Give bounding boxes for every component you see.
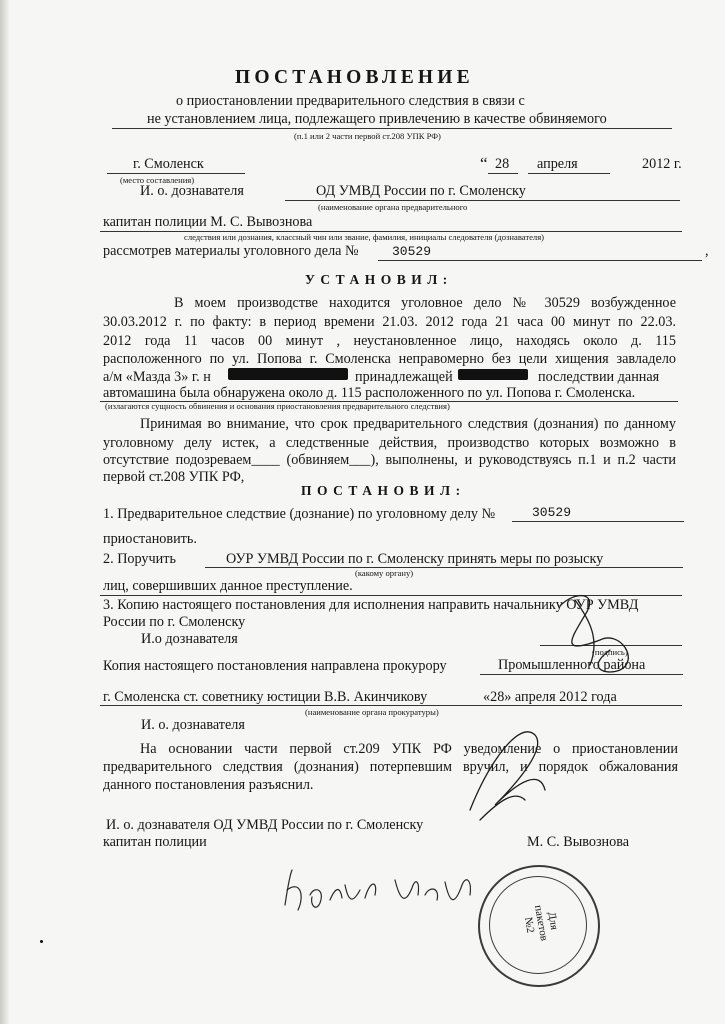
item2-organ: ОУР УМВД России по г. Смоленску принять меры по розыску — [226, 551, 604, 567]
subtitle-note: (п.1 или 2 части первой ст.208 УПК РФ) — [294, 131, 441, 141]
case-intro: рассмотрев материалы уголовного дела № — [103, 243, 359, 259]
established-line5b: принадлежащей — [355, 369, 453, 385]
organ-note: (наименование органа предварительного — [318, 202, 468, 212]
considering-line4: первой ст.208 УПК РФ, — [103, 469, 245, 485]
place-note: (место составления) — [120, 175, 195, 185]
subtitle-line2: не установлением лица, подлежащего привлечению в качестве обвиняемого — [147, 111, 607, 127]
signature-1 — [560, 596, 628, 672]
organ-name: ОД УМВД России по г. Смоленску — [316, 183, 526, 199]
prosecutor-note: (наименование органа прокуратуры) — [305, 707, 439, 717]
item2-note: (какому органу) — [355, 568, 414, 578]
footer-line1: И. о. дознавателя ОД УМВД России по г. Смоленску — [106, 817, 424, 833]
copy-text: Копия настоящего постановления направлена прокурору — [103, 658, 447, 674]
signature-note: (подпись) — [592, 647, 628, 657]
document-title: ПОСТАНОВЛЕНИЕ — [235, 67, 474, 88]
stamp-text: Для пакетов №2 — [521, 904, 561, 942]
round-stamp — [478, 865, 600, 987]
case-number: 30529 — [392, 244, 432, 259]
place: г. Смоленск — [133, 156, 204, 172]
considering-line1: Принимая во внимание, что срок предварительного следствия (дознания) по данному — [140, 416, 676, 432]
established-line4: расположенного по ул. Попова г. Смоленска неправомерно без цели хищения завладело — [103, 351, 676, 367]
date-quote: “ — [480, 154, 488, 173]
item2-label: 2. Поручить — [103, 551, 176, 567]
established-heading: УСТАНОВИЛ: — [305, 272, 453, 287]
date-year: 2012 г. — [642, 156, 682, 172]
copy-line2: г. Смоленска ст. советнику юстиции В.В. Акинчикову — [103, 689, 428, 705]
established-line3: 2012 года 11 часов 00 минут , неустановленное лицо, находясь около д. 115 — [103, 333, 676, 349]
considering-line2: уголовному делу истек, а следственные действия, производство которых возможно в — [103, 435, 676, 451]
date-month: апреля — [537, 156, 578, 172]
item1-continuation: приостановить. — [103, 531, 197, 547]
established-line5c: последствии данная — [538, 369, 660, 385]
date-day: 28 — [495, 156, 510, 172]
officer-name: капитан полиции М. С. Вывознова — [103, 214, 313, 230]
established-line5a: а/м «Мазда 3» г. н — [103, 369, 211, 385]
item2-continuation: лиц, совершивших данное преступление. — [103, 578, 353, 594]
subtitle-line1: о приостановлении предварительного следствия в связи с — [176, 93, 525, 109]
scan-dot — [40, 940, 43, 943]
established-line1: В моем производстве находится уголовное дело № 30529 возбужденное — [174, 295, 676, 311]
item1-text: 1. Предварительное следствие (дознание) по уголовному делу № — [103, 506, 496, 522]
established-line2: 30.03.2012 г. по факту: в период времени 21.03. 2012 года 21 часа 00 минут по 22.03. — [103, 314, 676, 330]
notice-line3: данного постановления разъяснил. — [103, 777, 314, 793]
copy-district: Промышленного района — [498, 657, 646, 673]
role-again: И. о. дознавателя — [141, 717, 245, 733]
copy-date: «28» апреля 2012 года — [483, 689, 617, 705]
footer-line2: капитан полиции — [103, 834, 207, 850]
item3-line2: России по г. Смоленску — [103, 614, 246, 630]
handwritten-copy-note — [285, 870, 470, 910]
established-note: (излагаются сущность обвинения и основания приостановления предварительного следствия) — [105, 401, 450, 411]
resolved-heading: ПОСТАНОВИЛ: — [301, 483, 466, 498]
item1-number: 30529 — [532, 505, 572, 520]
established-line6: автомашина была обнаружена около д. 115 расположенного по ул. Попова г. Смоленска. — [103, 385, 636, 401]
notice-line1: На основании части первой ст.209 УПК РФ уведомление о приостановлении — [140, 741, 678, 757]
officer-note: следствия или дознания, классный чин или звание, фамилия, инициалы следователя (дознавателя) — [184, 232, 545, 242]
officer-role: И. о. дознавателя — [140, 183, 244, 199]
handwritten-text: Копия верна — [300, 903, 306, 904]
role-short: И.о дознавателя — [141, 631, 238, 647]
notice-line2: предварительного следствия (дознания) потерпевшим вручил, и порядок обжалования — [103, 759, 678, 775]
footer-name: М. С. Вывознова — [527, 834, 630, 850]
considering-line3: отсутствие подозреваем____ (обвиняем___), выполнены, и руководствуясь п.1 и п.2 части — [103, 452, 676, 468]
item3-line1: 3. Копию настоящего постановления для исполнения направить начальнику ОУР УМВД — [103, 597, 639, 613]
case-comma: , — [705, 243, 709, 259]
signature-2 — [470, 732, 545, 820]
